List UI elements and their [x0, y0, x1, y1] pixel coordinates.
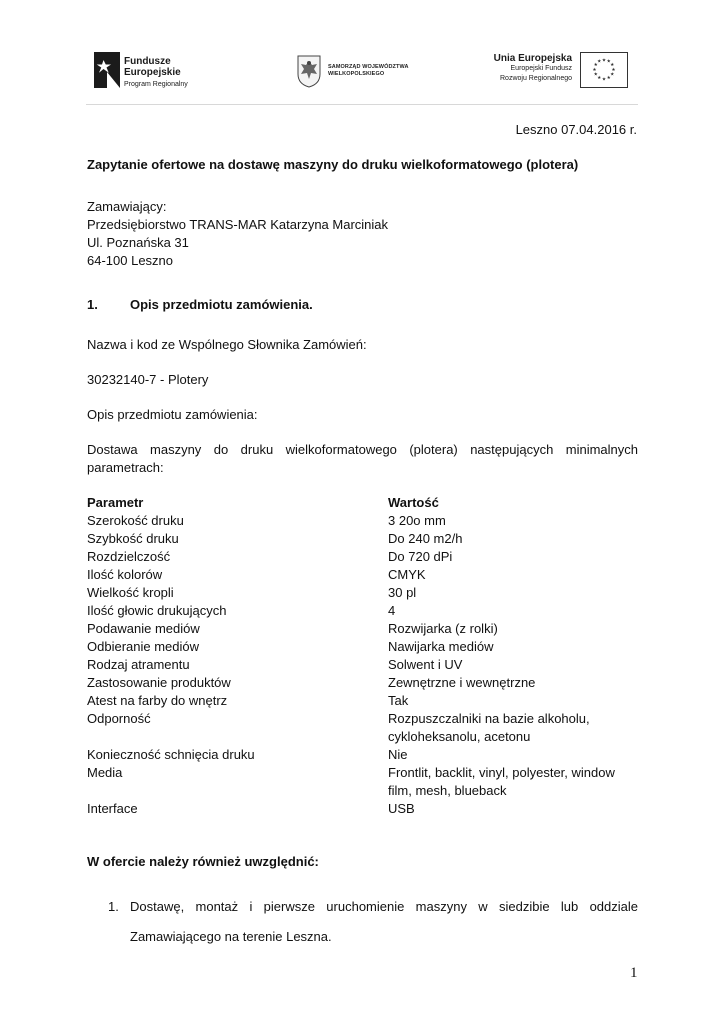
offer-item-number: 1.	[108, 899, 119, 914]
parameter-row	[87, 710, 639, 746]
fe-logo-line3: Program Regionalny	[124, 81, 188, 88]
header-logos	[86, 40, 638, 104]
svg-text:★: ★	[601, 77, 607, 83]
document-title: Zapytanie ofertowe na dostawę maszyny do druku wielkoformatowego (plotera)	[87, 157, 579, 172]
orderer-street: Ul. Poznańska 31	[87, 235, 189, 250]
orderer-label: Zamawiający:	[87, 199, 167, 214]
description-label: Opis przedmiotu zamówienia:	[87, 407, 258, 422]
parameter-value: Rozpuszczalniki na bazie alkoholu, cykloheksanolu, acetonu	[388, 711, 590, 744]
fundusze-europejskie-logo	[94, 48, 234, 92]
parameter-name: Zastosowanie produktów	[87, 675, 231, 690]
parameter-value: Do 720 dPi	[388, 549, 453, 564]
svg-text:★: ★	[610, 63, 615, 69]
parameter-name: Szerokość druku	[87, 513, 184, 528]
description-text: Dostawa maszyny do druku wielkoformatowego (plotera) następujących minimalnych parametrach:	[87, 442, 638, 475]
parameter-row	[87, 764, 639, 800]
parameter-name: Konieczność schnięcia druku	[87, 747, 255, 762]
parameter-row	[87, 566, 639, 584]
wielkopolska-region-logo	[296, 54, 436, 90]
cpv-label: Nazwa i kod ze Wspólnego Słownika Zamówień:	[87, 337, 367, 352]
parameter-value: Rozwijarka (z rolki)	[388, 621, 498, 636]
european-union-logo	[476, 50, 638, 94]
parameter-value: CMYK	[388, 567, 426, 582]
page-number: 1	[630, 965, 638, 981]
svg-text:★: ★	[606, 76, 611, 82]
parameter-row	[87, 656, 639, 674]
header-divider	[86, 104, 638, 105]
section-number: 1.	[87, 297, 98, 312]
region-logo-line1: SAMORZĄD WOJEWÓDZTWA	[328, 64, 409, 70]
orderer-name: Przedsiębiorstwo TRANS-MAR Katarzyna Marciniak	[87, 217, 389, 232]
section-title: Opis przedmiotu zamówienia.	[130, 297, 313, 312]
parameter-row	[87, 674, 639, 692]
parameter-row	[87, 638, 639, 656]
parameter-row	[87, 584, 639, 602]
svg-text:★: ★	[610, 72, 615, 78]
parameter-name: Szybkość druku	[87, 531, 179, 546]
eu-logo-line1: Unia Europejska	[493, 53, 572, 64]
svg-text:★: ★	[597, 59, 602, 65]
parameter-name: Podawanie mediów	[87, 621, 200, 636]
region-logo-line2: WIELKOPOLSKIEGO	[328, 71, 385, 77]
svg-text:★: ★	[597, 76, 602, 82]
parameter-value: USB	[388, 801, 415, 816]
offer-heading: W ofercie należy również uwzględnić:	[87, 854, 319, 869]
fe-logo-line1: Fundusze	[124, 56, 171, 67]
parameter-value: Nie	[388, 747, 408, 762]
parameter-value: Tak	[388, 693, 409, 708]
cpv-code: 30232140-7 - Plotery	[87, 372, 209, 387]
parameter-name: Rodzaj atramentu	[87, 657, 190, 672]
parameter-value: Solwent i UV	[388, 657, 463, 672]
parameter-value: 3 20o mm	[388, 513, 446, 528]
parameter-row	[87, 602, 639, 620]
parameter-value: Zewnętrzne i wewnętrzne	[388, 675, 536, 690]
fundusze-europejskie-mark-icon	[94, 52, 120, 88]
parameter-value: 30 pl	[388, 585, 417, 600]
orderer-city: 64-100 Leszno	[87, 253, 174, 268]
offer-list-item	[108, 892, 638, 952]
document-date: Leszno 07.04.2016 r.	[515, 122, 637, 137]
parameters-header-row	[87, 494, 639, 512]
parameter-name: Atest na farby do wnętrz	[87, 693, 228, 708]
svg-text:★: ★	[611, 67, 616, 73]
parameter-value: Nawijarka mediów	[388, 639, 494, 654]
parameter-name: Rozdzielczość	[87, 549, 171, 564]
eu-flag-icon	[580, 52, 628, 88]
parameter-row	[87, 530, 639, 548]
parameter-row	[87, 692, 639, 710]
svg-text:★: ★	[592, 67, 597, 73]
parameter-row	[87, 548, 639, 566]
parameter-value: 4	[388, 603, 396, 618]
eu-logo-line3: Rozwoju Regionalnego	[500, 75, 572, 82]
parameter-name: Odbieranie mediów	[87, 639, 200, 654]
parameters-header-param: Parametr	[87, 495, 144, 510]
parameter-value: Do 240 m2/h	[388, 531, 463, 546]
offer-item-text: Dostawę, montaż i pierwsze uruchomienie maszyny w siedzibie lub oddziale Zamawiającego na terenie Leszna.	[130, 899, 638, 944]
parameter-name: Odporność	[87, 711, 151, 726]
svg-text:★: ★	[601, 58, 607, 64]
svg-text:★: ★	[606, 59, 611, 65]
parameter-value: Frontlit, backlit, vinyl, polyester, window film, mesh, blueback	[388, 765, 615, 798]
parameters-header-value: Wartość	[388, 495, 439, 510]
fe-logo-line2: Europejskie	[124, 67, 181, 78]
parameter-row	[87, 800, 639, 818]
parameter-row	[87, 512, 639, 530]
eu-logo-line2: Europejski Fundusz	[510, 65, 572, 72]
parameter-name: Interface	[87, 801, 138, 816]
svg-text:★: ★	[593, 72, 598, 78]
parameter-name: Wielkość kropli	[87, 585, 174, 600]
parameter-name: Ilość kolorów	[87, 567, 163, 582]
eagle-crest-icon	[296, 54, 322, 88]
parameter-row	[87, 746, 639, 764]
svg-text:★: ★	[593, 63, 598, 69]
parameter-name: Ilość głowic drukujących	[87, 603, 227, 618]
parameter-name: Media	[87, 765, 123, 780]
parameter-row	[87, 620, 639, 638]
parameters-table	[87, 494, 639, 818]
